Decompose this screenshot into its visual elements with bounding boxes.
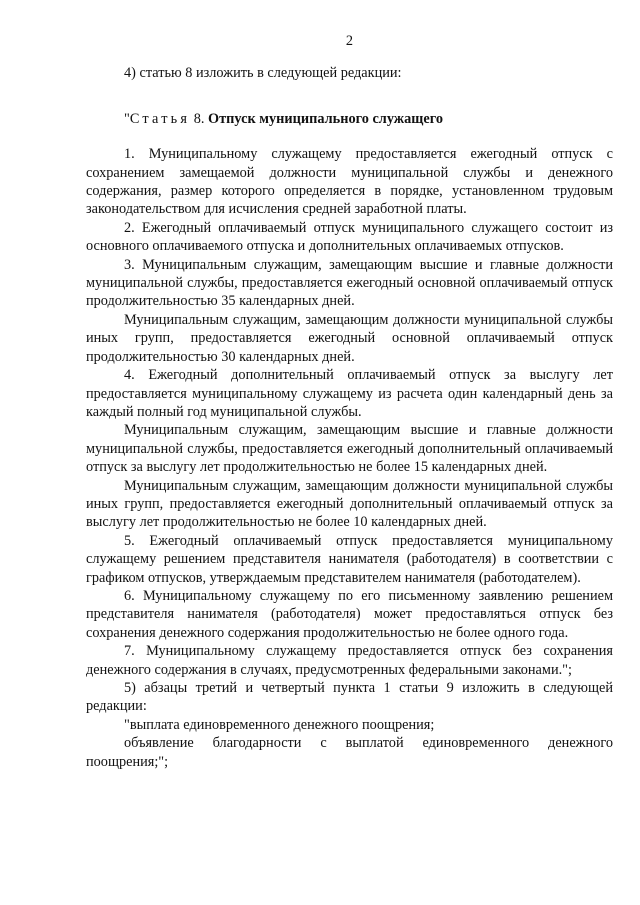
amendment-item-5: 5) абзацы третий и четвертый пункта 1 статьи 9 изложить в следующей редакции:	[86, 680, 613, 715]
article-heading	[86, 110, 613, 128]
paragraph: Муниципальным служащим, замещающим должности муниципальной службы иных групп, предоставляется ежегодный основной оплачиваемый отпуск продолжительностью 30 календарных дней.	[86, 311, 613, 365]
page-number: 2	[345, 33, 354, 49]
document-page	[86, 32, 613, 771]
paragraph: Муниципальным служащим, замещающим должности муниципальной службы иных групп, предоставляется ежегодный дополнительный оплачиваемый отпуск за выслугу лет продолжительностью не более 10 календарных дней.	[86, 477, 613, 531]
article-open-quote: "	[124, 110, 130, 127]
article-title: Отпуск муниципального служащего	[208, 110, 443, 127]
article-word: Статья	[129, 110, 191, 127]
paragraph: 5. Ежегодный оплачиваемый отпуск предоставляется муниципальному служащему решением представителя нанимателя (работодателя) в соответствии с графиком отпусков, утверждаемым представителем нанимателя (работодателем).	[86, 532, 613, 586]
paragraph: 3. Муниципальным служащим, замещающим высшие и главные должности муниципальной службы, предоставляется ежегодный основной оплачиваемый отпуск продолжительностью 35 календарных дней.	[86, 256, 613, 310]
amendment-item-4: 4) статью 8 изложить в следующей редакции:	[124, 65, 402, 82]
quoted-paragraph: объявление благодарности с выплатой единовременного денежного поощрения;";	[86, 735, 613, 770]
paragraph: 1. Муниципальному служащему предоставляется ежегодный отпуск с сохранением замещаемой должности муниципальной службы и денежного содержания, размер которого определяется в порядке, установленном трудовым законодательством для исчисления средней заработной платы.	[86, 146, 613, 218]
paragraph: 4. Ежегодный дополнительный оплачиваемый отпуск за выслугу лет предоставляется муниципальному служащему из расчета один календарный день за каждый полный год муниципальной службы.	[86, 367, 613, 420]
paragraph: Муниципальным служащим, замещающим высшие и главные должности муниципальной службы, предоставляется ежегодный дополнительный оплачиваемый отпуск за выслугу лет продолжительностью не более 15 календарных дней.	[86, 422, 613, 476]
paragraph: 2. Ежегодный оплачиваемый отпуск муниципального служащего состоит из основного оплачиваемого отпуска и дополнительных оплачиваемых отпусков.	[86, 219, 613, 255]
quoted-paragraph: "выплата единовременного денежного поощрения;	[124, 716, 435, 733]
paragraph: 6. Муниципальному служащему по его письменному заявлению решением представителя нанимателя (работодателя) может предоставляться отпуск без сохранения денежного содержания продолжительностью не более одного года.	[86, 587, 613, 641]
article-number: 8.	[193, 110, 205, 127]
paragraph: 7. Муниципальному служащему предоставляется отпуск без сохранения денежного содержания в случаях, предусмотренных федеральными законами.";	[86, 643, 613, 678]
